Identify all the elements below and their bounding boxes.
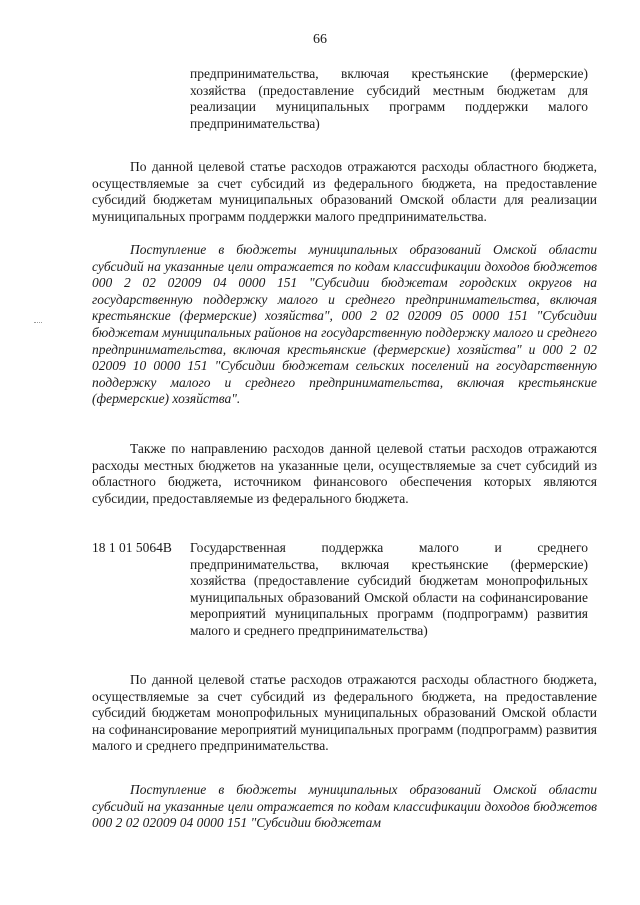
article-title: Государственная поддержка малого и среднего предпринимательства, включая крестьянские (фермерские) хозяйства (предоставление субсидий бюджетам монопрофильных муниципальных образований Омской области на софинансирование мероприятий муниципальных программ (подпрограмм) развития малого и среднего предпринимательства) bbox=[190, 540, 588, 638]
page-number: 66 bbox=[313, 32, 327, 47]
article-code: 18 1 01 5064В bbox=[92, 540, 172, 555]
paragraph-income-codes-continued: Поступление в бюджеты муниципальных образований Омской области субсидий на указанные цели отражается по кодам классификации доходов бюджетов 000 2 02 02009 04 0000 151 "Субсидии бюджетам bbox=[92, 782, 597, 831]
margin-mark bbox=[34, 322, 42, 324]
paragraph-local-budgets: Также по направлению расходов данной целевой статьи расходов отражаются расходы местных бюджетов на указанные цели, осуществляемые за счет субсидий из областного бюджета, источником финансового обеспечения которых являются субсидии, предоставляемые из федерального бюджета. bbox=[92, 441, 597, 506]
paragraph-expense-description: По данной целевой статье расходов отражаются расходы областного бюджета, осуществляемые за счет субсидий из федерального бюджета, на предоставление субсидий бюджетам муниципальных образований Омской области для реализации муниципальных программ поддержки малого предпринимательства. bbox=[92, 159, 597, 224]
paragraph-monoprofile-description: По данной целевой статье расходов отражаются расходы областного бюджета, осуществляемые за счет субсидий из федерального бюджета, на предоставление субсидий бюджетам монопрофильных муниципальных образований Омской области на софинансирование мероприятий муниципальных программ (подпрограмм) развития малого и среднего предпринимательства. bbox=[92, 672, 597, 754]
continued-article-title: предпринимательства, включая крестьянские (фермерские) хозяйства (предоставление субсидий местным бюджетам для реализации муниципальных программ поддержки малого предпринимательства) bbox=[190, 66, 588, 131]
paragraph-income-codes: Поступление в бюджеты муниципальных образований Омской области субсидий на указанные цели отражается по кодам классификации доходов бюджетов 000 2 02 02009 04 0000 151 "Субсидии бюджетам городских округов на государственную поддержку малого и среднего предпринимательства, включая крестьянские (фермерские) хозяйства", 000 2 02 02009 05 0000 151 "Субсидии бюджетам муниципальных районов на государственную поддержку малого и среднего предпринимательства, включая крестьянские (фермерские) хозяйства" и 000 2 02 02009 10 0000 151 "Субсидии бюджетам сельских поселений на государственную поддержку малого и среднего предпринимательства, включая крестьянские (фермерские) хозяйства". bbox=[92, 242, 597, 407]
